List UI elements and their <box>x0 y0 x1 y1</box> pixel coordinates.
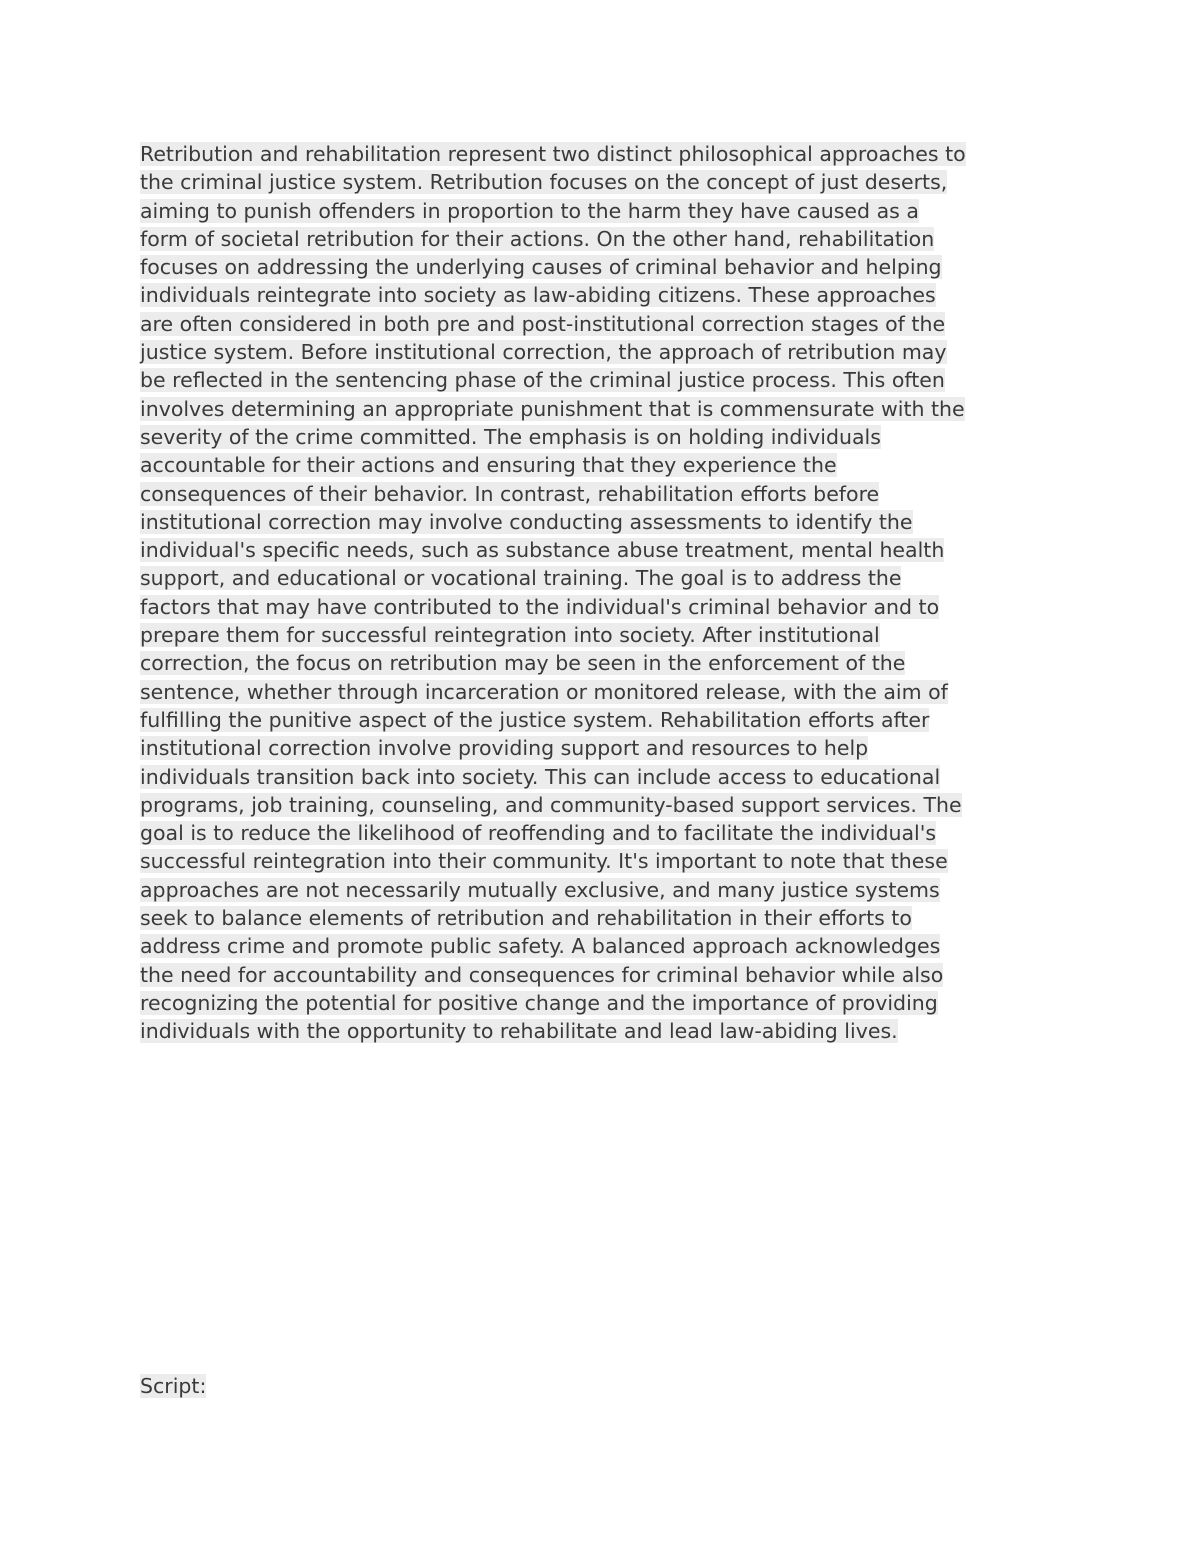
text-line: fulfilling the punitive aspect of the justice system. Rehabilitation efforts after <box>140 707 930 732</box>
text-line: factors that may have contributed to the individual's criminal behavior and to <box>140 594 940 619</box>
text-line: institutional correction may involve conducting assessments to identify the <box>140 509 913 534</box>
text-line: individuals with the opportunity to rehabilitate and lead law-abiding lives. <box>140 1019 898 1044</box>
body-paragraph <box>140 140 1060 1046</box>
text-line: institutional correction involve providing support and resources to help <box>140 736 869 761</box>
text-line: prepare them for successful reintegration into society. After institutional <box>140 623 880 648</box>
text-line: approaches are not necessarily mutually exclusive, and many justice systems <box>140 877 940 902</box>
text-line: address crime and promote public safety. A balanced approach acknowledges <box>140 934 941 959</box>
text-line: consequences of their behavior. In contrast, rehabilitation efforts before <box>140 481 880 506</box>
text-line: be reflected in the sentencing phase of the criminal justice process. This often <box>140 368 945 393</box>
text-line: aiming to punish offenders in proportion to the harm they have caused as a <box>140 198 919 223</box>
text-line: programs, job training, counseling, and community-based support services. The <box>140 792 962 817</box>
text-line: Retribution and rehabilitation represent two distinct philosophical approaches to <box>140 142 966 166</box>
text-line: justice system. Before institutional correction, the approach of retribution may <box>140 340 947 365</box>
text-line: individual's specific needs, such as substance abuse treatment, mental health <box>140 538 945 563</box>
text-line: successful reintegration into their community. It's important to note that these <box>140 849 948 874</box>
text-line: the criminal justice system. Retribution focuses on the concept of just deserts, <box>140 170 948 195</box>
text-line: focuses on addressing the underlying causes of criminal behavior and helping <box>140 255 942 280</box>
text-line: goal is to reduce the likelihood of reoffending and to facilitate the individual's <box>140 821 937 846</box>
text-line: seek to balance elements of retribution and rehabilitation in their efforts to <box>140 906 912 931</box>
text-line: individuals transition back into society. This can include access to educational <box>140 764 941 789</box>
text-line: are often considered in both pre and post-institutional correction stages of the <box>140 311 946 336</box>
script-label: Script: <box>140 1374 207 1398</box>
text-line: correction, the focus on retribution may be seen in the enforcement of the <box>140 651 906 676</box>
text-line: severity of the crime committed. The emphasis is on holding individuals <box>140 424 881 449</box>
text-line: form of societal retribution for their actions. On the other hand, rehabilitation <box>140 226 935 251</box>
text-line: involves determining an appropriate punishment that is commensurate with the <box>140 396 965 421</box>
text-line: sentence, whether through incarceration or monitored release, with the aim of <box>140 679 948 704</box>
text-line: recognizing the potential for positive change and the importance of providing <box>140 990 938 1015</box>
text-line: support, and educational or vocational training. The goal is to address the <box>140 566 902 591</box>
text-line: accountable for their actions and ensuring that they experience the <box>140 453 837 478</box>
text-line: the need for accountability and consequences for criminal behavior while also <box>140 962 944 987</box>
text-line: individuals reintegrate into society as law-abiding citizens. These approaches <box>140 283 936 308</box>
